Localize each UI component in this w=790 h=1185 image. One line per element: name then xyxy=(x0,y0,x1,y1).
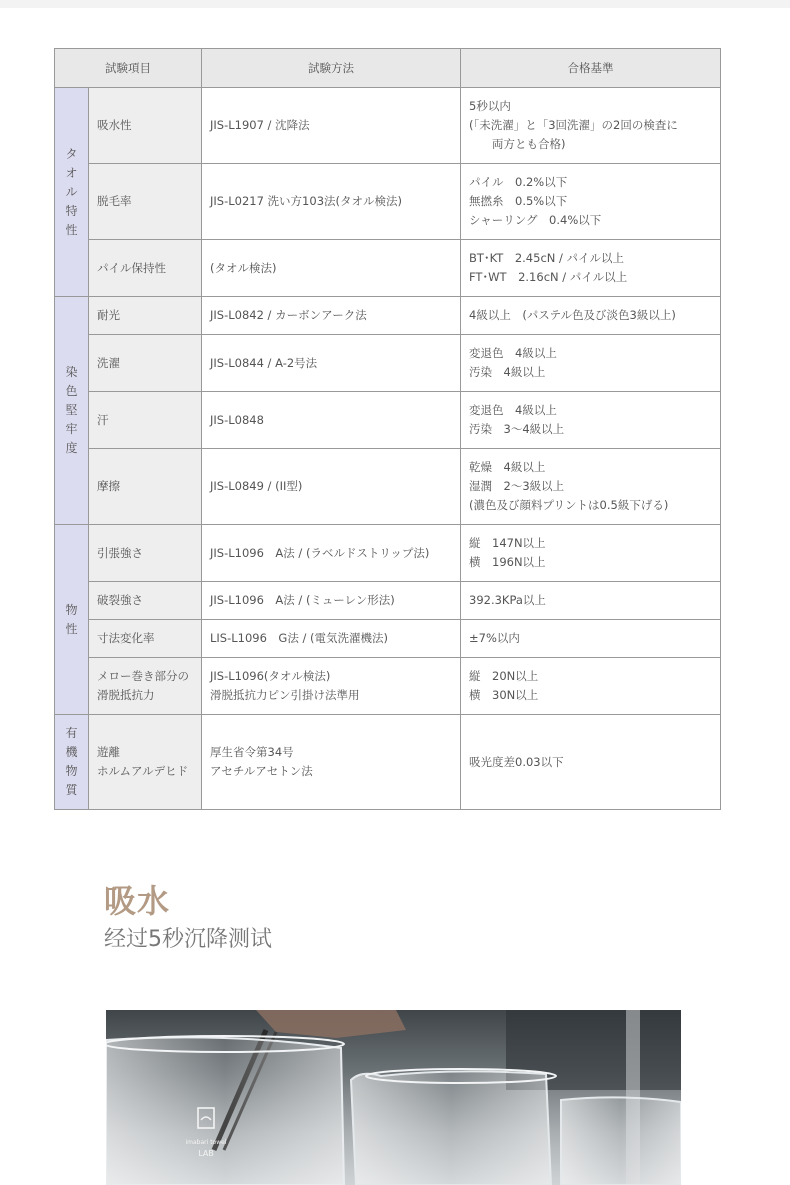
item-line: メロー巻き部分の xyxy=(97,669,189,683)
criteria-line: ±7%以内 xyxy=(469,631,520,645)
category-char: ル xyxy=(65,184,78,199)
category-char: 色 xyxy=(65,384,78,398)
item-cell xyxy=(89,164,202,240)
criteria-cell xyxy=(461,335,721,392)
criteria-cell xyxy=(461,620,721,658)
table-row xyxy=(55,582,721,620)
item-line: ホルムアルデヒド xyxy=(97,764,189,778)
header-test-item: 試験項目 xyxy=(55,49,202,88)
item-cell xyxy=(89,88,202,164)
item-cell xyxy=(89,449,202,525)
criteria-line: 汚染 4級以上 xyxy=(469,365,546,379)
criteria-cell xyxy=(461,658,721,715)
logo-line1: imabari towel xyxy=(185,1139,227,1146)
criteria-line: 無撚糸 0.5%以下 xyxy=(469,194,568,208)
category-cell xyxy=(55,715,89,810)
category-char: タ xyxy=(65,146,78,161)
criteria-line: 乾燥 4級以上 xyxy=(469,460,546,474)
table-row xyxy=(55,240,721,297)
item-cell xyxy=(89,525,202,582)
method-cell xyxy=(202,240,461,297)
criteria-cell xyxy=(461,240,721,297)
table-row xyxy=(55,88,721,164)
method-line: JIS-L1096 A法 / (ミューレン形法) xyxy=(210,593,395,607)
category-cell xyxy=(55,88,89,297)
category-char: オ xyxy=(65,165,78,180)
right-beaker xyxy=(351,1071,551,1185)
criteria-line: パイル 0.2%以下 xyxy=(469,175,568,189)
category-char: 性 xyxy=(65,621,78,636)
criteria-line: 変退色 4級以上 xyxy=(469,403,557,417)
criteria-cell xyxy=(461,164,721,240)
beaker-illustration xyxy=(106,1010,681,1185)
item-cell xyxy=(89,620,202,658)
criteria-line: 横 30N以上 xyxy=(469,688,539,702)
item-line: 吸水性 xyxy=(97,118,132,132)
criteria-line: 392.3KPa以上 xyxy=(469,593,546,607)
criteria-line: 横 196N以上 xyxy=(469,555,546,569)
method-cell xyxy=(202,525,461,582)
table-row xyxy=(55,297,721,335)
criteria-cell xyxy=(461,449,721,525)
item-line: 摩擦 xyxy=(97,479,120,493)
table-row xyxy=(55,620,721,658)
category-char: 質 xyxy=(65,783,78,797)
method-line: アセチルアセトン法 xyxy=(210,764,313,778)
criteria-line: 湿潤 2～3級以上 xyxy=(469,479,565,493)
item-line: 滑脱抵抗力 xyxy=(97,688,155,702)
category-char: 物 xyxy=(65,764,78,778)
criteria-cell xyxy=(461,392,721,449)
criteria-line: (濃色及び顔料プリントは0.5級下げる) xyxy=(469,498,669,512)
method-cell xyxy=(202,392,461,449)
category-char: 特 xyxy=(65,203,78,218)
method-line: JIS-L1907 / 沈降法 xyxy=(210,118,310,132)
table-row xyxy=(55,164,721,240)
top-strip xyxy=(0,0,790,8)
item-cell xyxy=(89,240,202,297)
category-char: 牢 xyxy=(65,422,78,436)
method-cell xyxy=(202,164,461,240)
item-cell xyxy=(89,297,202,335)
item-cell xyxy=(89,715,202,810)
method-line: JIS-L0848 xyxy=(210,412,264,427)
table-row xyxy=(55,525,721,582)
item-line: 汗 xyxy=(97,412,109,427)
criteria-line: (「未洗濯」と「3回洗濯」の2回の検査に xyxy=(469,118,678,132)
item-cell xyxy=(89,658,202,715)
method-line: LIS-L1096 G法 / (電気洗濯機法) xyxy=(210,631,388,645)
table-row xyxy=(55,658,721,715)
method-line: JIS-L0217 洗い方103法(タオル検法) xyxy=(210,194,402,208)
section-subtitle: 经过5秒沉降测试 xyxy=(104,927,272,952)
method-cell xyxy=(202,449,461,525)
test-spec-table xyxy=(54,48,721,810)
method-line: 厚生省令第34号 xyxy=(210,745,294,759)
criteria-cell xyxy=(461,297,721,335)
method-cell xyxy=(202,582,461,620)
method-cell xyxy=(202,297,461,335)
hand xyxy=(256,1010,406,1038)
criteria-line: 汚染 3～4級以上 xyxy=(469,422,565,436)
criteria-cell xyxy=(461,88,721,164)
third-beaker xyxy=(561,1097,681,1185)
criteria-line: 縦 147N以上 xyxy=(469,536,546,550)
category-char: 堅 xyxy=(65,403,78,417)
item-line: 耐光 xyxy=(97,308,120,322)
criteria-line: 4級以上 (パステル色及び淡色3級以上) xyxy=(469,308,676,322)
criteria-line: 吸光度差0.03以下 xyxy=(469,754,564,769)
method-cell xyxy=(202,620,461,658)
item-cell xyxy=(89,582,202,620)
method-line: JIS-L1096 A法 / (ラベルドストリップ法) xyxy=(210,545,430,560)
item-line: パイル保持性 xyxy=(97,260,166,275)
category-char: 性 xyxy=(65,222,78,237)
left-beaker xyxy=(106,1037,344,1185)
category-char: 染 xyxy=(65,365,78,379)
category-char: 機 xyxy=(65,745,78,759)
item-line: 洗濯 xyxy=(97,355,120,370)
category-char: 物 xyxy=(65,602,78,617)
item-line: 破裂強さ xyxy=(97,593,143,607)
method-line: 滑脱抵抗力ピン引掛け法準用 xyxy=(210,688,360,702)
table-row xyxy=(55,715,721,810)
table-row xyxy=(55,449,721,525)
category-cell xyxy=(55,525,89,715)
criteria-line: 変退色 4級以上 xyxy=(469,346,557,360)
header-criteria: 合格基準 xyxy=(461,49,721,88)
item-line: 遊離 xyxy=(97,745,120,759)
table-body xyxy=(55,88,721,810)
criteria-line: 縦 20N以上 xyxy=(469,669,539,683)
category-cell xyxy=(55,297,89,525)
category-char: 度 xyxy=(65,441,78,455)
method-line: (タオル検法) xyxy=(210,260,277,275)
method-line: JIS-L0849 / (II型) xyxy=(210,479,303,493)
item-cell xyxy=(89,335,202,392)
method-cell xyxy=(202,715,461,810)
criteria-cell xyxy=(461,715,721,810)
method-line: JIS-L1096(タオル検法) xyxy=(210,669,331,683)
method-cell xyxy=(202,335,461,392)
table-row xyxy=(55,335,721,392)
criteria-line: 5秒以内 xyxy=(469,99,511,113)
beaker-photo xyxy=(106,1010,681,1185)
criteria-line: 両方とも合格) xyxy=(469,137,566,151)
category-char: 有 xyxy=(65,726,78,740)
criteria-line: FT･WT 2.16cN / パイル以上 xyxy=(469,270,628,284)
criteria-line: シャーリング 0.4%以下 xyxy=(469,213,602,227)
criteria-cell xyxy=(461,525,721,582)
method-line: JIS-L0842 / カーボンアーク法 xyxy=(210,308,367,322)
item-cell xyxy=(89,392,202,449)
logo-line2: LAB xyxy=(198,1149,214,1158)
criteria-cell xyxy=(461,582,721,620)
method-cell xyxy=(202,88,461,164)
criteria-line: BT･KT 2.45cN / パイル以上 xyxy=(469,251,625,265)
method-line: JIS-L0844 / A-2号法 xyxy=(210,355,318,370)
item-line: 引張強さ xyxy=(97,545,143,560)
table-header-row xyxy=(55,49,721,88)
method-cell xyxy=(202,658,461,715)
item-line: 脱毛率 xyxy=(97,194,132,208)
header-test-method: 試験方法 xyxy=(202,49,461,88)
item-line: 寸法変化率 xyxy=(97,631,155,645)
table-row xyxy=(55,392,721,449)
section-title: 吸水 xyxy=(104,882,171,920)
